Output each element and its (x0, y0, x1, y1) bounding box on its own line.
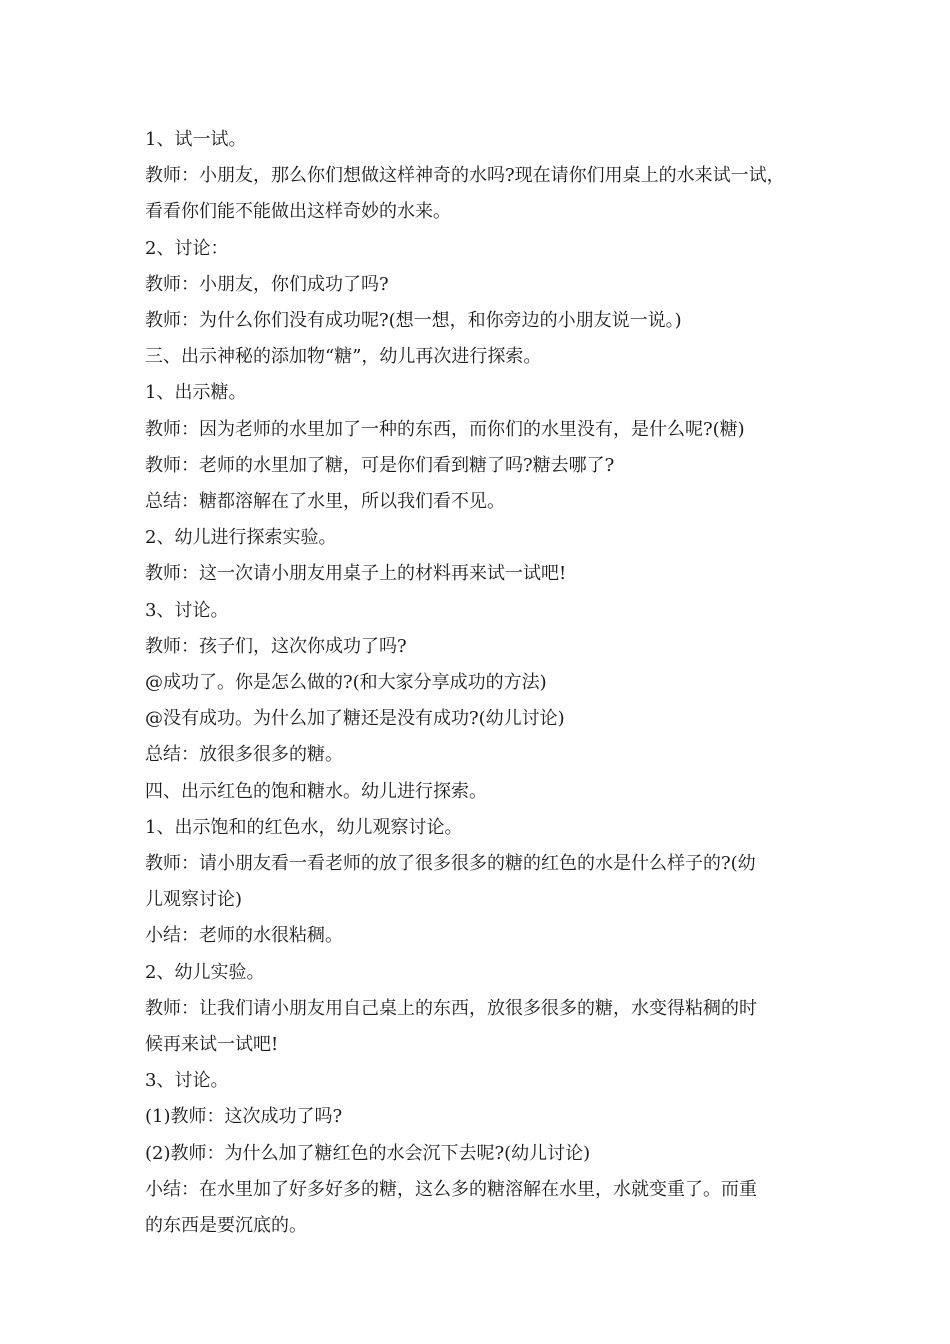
text-line: 1、出示糖。 (145, 382, 247, 404)
text-line: 3、讨论。 (145, 599, 229, 621)
text-line: 总结：放很多很多的糖。 (145, 744, 343, 766)
text-line: 教师：小朋友，你们成功了吗? (145, 273, 389, 295)
text-line: 教师：为什么你们没有成功呢?(想一想，和你旁边的小朋友说一说。) (145, 310, 682, 332)
section-heading: 四、出示红色的饱和糖水。幼儿进行探索。 (145, 780, 487, 802)
text-line: 教师：请小朋友看一看老师的放了很多很多的糖的红色的水是什么样子的?(幼 (145, 853, 756, 875)
text-line: 儿观察讨论) (145, 889, 243, 911)
section-heading: 三、出示神秘的添加物“糖”，幼儿再次进行探索。 (145, 346, 542, 368)
text-line: 小结：在水里加了好多好多的糖，这么多的糖溶解在水里，水就变重了。而重 (145, 1178, 757, 1200)
text-line: 小结：老师的水很粘稠。 (145, 925, 343, 947)
text-line: 看看你们能不能做出这样奇妙的水来。 (145, 201, 451, 223)
text-line: 教师：老师的水里加了糖，可是你们看到糖了吗?糖去哪了? (145, 454, 615, 476)
text-line: 2、幼儿进行探索实验。 (145, 527, 337, 549)
text-line: 2、讨论： (145, 237, 229, 259)
text-line: @成功了。你是怎么做的?(和大家分享成功的方法) (145, 672, 547, 694)
text-line: 3、讨论。 (145, 1070, 229, 1092)
text-line: 教师：让我们请小朋友用自己桌上的东西，放很多很多的糖，水变得粘稠的时 (145, 997, 757, 1019)
text-line: @没有成功。为什么加了糖还是没有成功?(幼儿讨论) (145, 708, 565, 730)
text-line: (1)教师：这次成功了吗? (145, 1106, 343, 1128)
text-line: 教师：因为老师的水里加了一种的东西，而你们的水里没有，是什么呢?(糖) (145, 418, 745, 440)
text-line: 1、试一试。 (145, 129, 247, 150)
text-line: 1、出示饱和的红色水，幼儿观察讨论。 (145, 816, 463, 838)
text-line: 教师：小朋友，那么你们想做这样神奇的水吗?现在请你们用桌上的水来试一试， (145, 165, 785, 187)
document-body (145, 122, 825, 1244)
text-line: 的东西是要沉底的。 (145, 1215, 307, 1237)
text-line: 教师：这一次请小朋友用桌子上的材料再来试一试吧! (145, 563, 567, 585)
text-line: 总结：糖都溶解在了水里，所以我们看不见。 (145, 491, 505, 513)
text-line: 2、幼儿实验。 (145, 961, 265, 983)
text-line: 候再来试一试吧! (145, 1034, 279, 1056)
text-line: (2)教师：为什么加了糖红色的水会沉下去呢?(幼儿讨论) (145, 1142, 591, 1164)
text-line: 教师：孩子们，这次你成功了吗? (145, 635, 407, 657)
